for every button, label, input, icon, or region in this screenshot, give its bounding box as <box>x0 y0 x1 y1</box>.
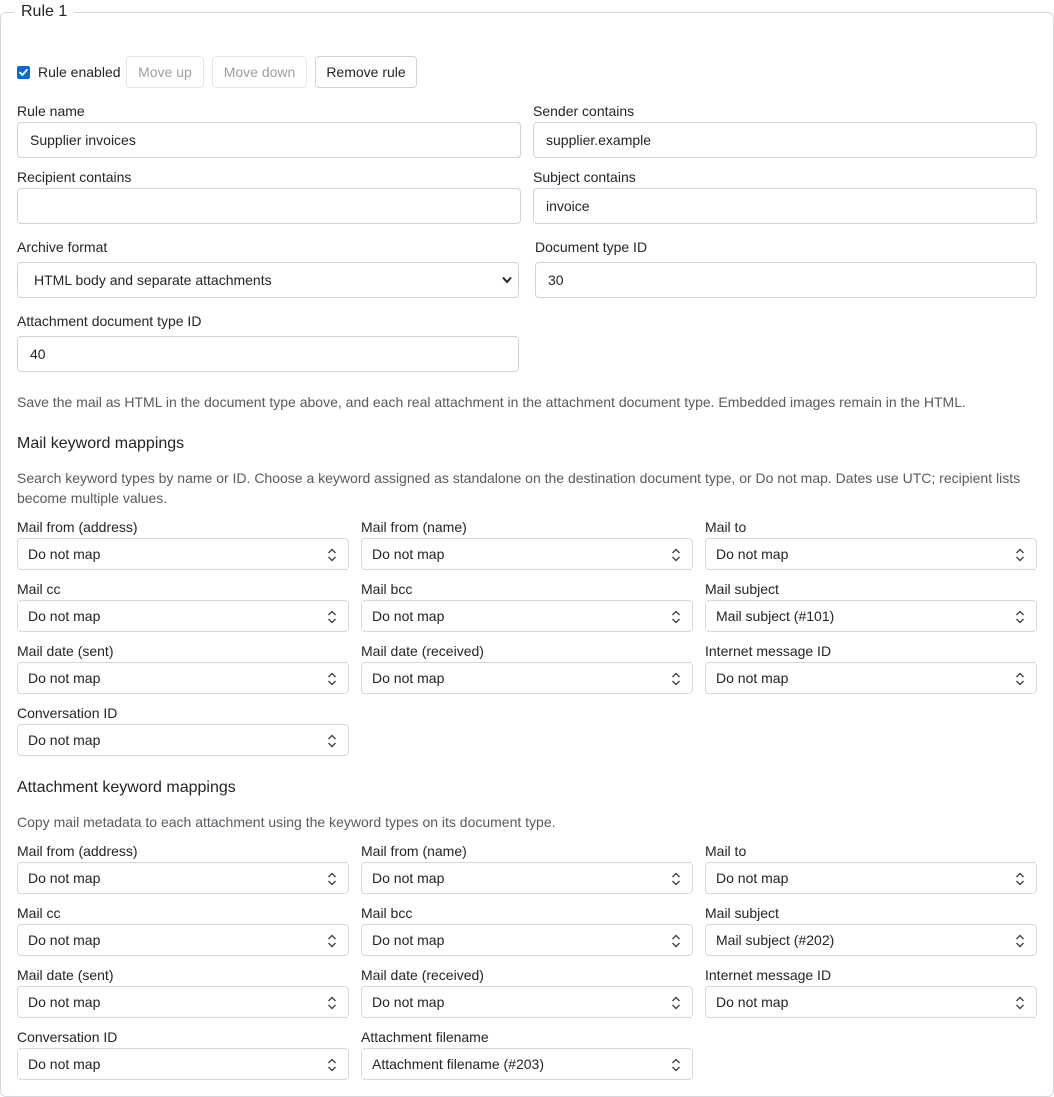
mail-mapping-select[interactable] <box>361 662 693 694</box>
chevron-up-down-icon <box>671 872 681 886</box>
mail-mapping-value: Mail subject (#101) <box>716 608 835 624</box>
mail-mapping-value: Do not map <box>28 732 101 748</box>
attachment-mapping-label: Mail subject <box>705 905 779 921</box>
archive-format-select[interactable] <box>17 262 519 298</box>
mail-mapping-label: Mail to <box>705 519 747 535</box>
attachment-mapping-label: Mail from (address) <box>17 843 138 859</box>
mail-mapping-select[interactable] <box>17 724 349 756</box>
attachment-mapping-value: Do not map <box>28 932 101 948</box>
document-type-id-label: Document type ID <box>535 239 648 255</box>
mail-mapping-value: Do not map <box>372 670 445 686</box>
attachment-mapping-label: Mail date (received) <box>361 967 484 983</box>
attachment-document-type-id-label: Attachment document type ID <box>17 313 202 329</box>
attachment-mapping-value: Do not map <box>716 870 789 886</box>
attachment-mapping-value: Do not map <box>372 994 445 1010</box>
chevron-down-icon <box>502 276 512 284</box>
attachment-mapping-select[interactable] <box>17 862 349 894</box>
move-down-button[interactable]: Move down <box>212 56 307 88</box>
archive-format-value: HTML body and separate attachments <box>34 272 272 288</box>
attachment-mapping-select[interactable] <box>705 862 1037 894</box>
move-up-button[interactable]: Move up <box>126 56 204 88</box>
chevron-up-down-icon <box>671 934 681 948</box>
chevron-up-down-icon <box>327 734 337 748</box>
attachment-mapping-value: Attachment filename (#203) <box>372 1056 544 1072</box>
mail-mapping-select[interactable] <box>361 600 693 632</box>
attachment-mapping-select[interactable] <box>705 986 1037 1018</box>
attachment-mappings-help: Copy mail metadata to each attachment using the keyword types on its document type. <box>17 814 556 830</box>
chevron-up-down-icon <box>1015 996 1025 1010</box>
attachment-mapping-select[interactable] <box>361 986 693 1018</box>
mail-mapping-label: Mail cc <box>17 581 61 597</box>
mail-mapping-label: Mail from (address) <box>17 519 138 535</box>
mail-mapping-select[interactable] <box>17 662 349 694</box>
chevron-up-down-icon <box>671 672 681 686</box>
attachment-mapping-value: Mail subject (#202) <box>716 932 835 948</box>
sender-contains-input[interactable]: supplier.example <box>533 122 1037 158</box>
archive-format-help: Save the mail as HTML in the document type above, and each real attachment in the attachment document type. Embedded images remain in the HTML. <box>17 394 966 410</box>
attachment-mapping-label: Mail bcc <box>361 905 413 921</box>
attachment-mapping-value: Do not map <box>28 870 101 886</box>
chevron-up-down-icon <box>327 672 337 686</box>
attachment-mapping-value: Do not map <box>372 932 445 948</box>
attachment-mapping-label: Mail date (sent) <box>17 967 114 983</box>
attachment-mapping-select[interactable] <box>361 924 693 956</box>
chevron-up-down-icon <box>671 610 681 624</box>
mail-mapping-value: Do not map <box>28 608 101 624</box>
subject-contains-input[interactable]: invoice <box>533 188 1037 224</box>
attachment-mapping-label: Mail cc <box>17 905 61 921</box>
mail-mapping-value: Do not map <box>716 546 789 562</box>
mail-mapping-value: Do not map <box>372 608 445 624</box>
mail-mapping-value: Do not map <box>372 546 445 562</box>
recipient-contains-label: Recipient contains <box>17 169 132 185</box>
chevron-up-down-icon <box>671 548 681 562</box>
attachment-mapping-select[interactable] <box>17 986 349 1018</box>
mail-mapping-label: Conversation ID <box>17 705 118 721</box>
chevron-up-down-icon <box>327 934 337 948</box>
archive-format-label: Archive format <box>17 239 108 255</box>
attachment-mapping-value: Do not map <box>716 994 789 1010</box>
chevron-up-down-icon <box>327 610 337 624</box>
mail-mapping-select[interactable] <box>705 600 1037 632</box>
attachment-mapping-label: Internet message ID <box>705 967 832 983</box>
chevron-up-down-icon <box>327 996 337 1010</box>
attachment-mapping-value: Do not map <box>28 1056 101 1072</box>
rule-name-input[interactable]: Supplier invoices <box>17 122 521 158</box>
mail-mapping-label: Mail date (sent) <box>17 643 114 659</box>
attachment-mapping-value: Do not map <box>28 994 101 1010</box>
chevron-up-down-icon <box>327 548 337 562</box>
mail-mapping-value: Do not map <box>28 546 101 562</box>
attachment-mapping-value: Do not map <box>372 870 445 886</box>
attachment-mappings-title: Attachment keyword mappings <box>17 779 236 796</box>
attachment-mapping-select[interactable] <box>17 1048 349 1080</box>
attachment-mapping-select[interactable] <box>361 862 693 894</box>
rule-legend: Rule 1 <box>14 3 74 21</box>
mail-mapping-label: Mail bcc <box>361 581 413 597</box>
chevron-up-down-icon <box>1015 934 1025 948</box>
attachment-mapping-label: Conversation ID <box>17 1029 118 1045</box>
mail-mapping-select[interactable] <box>17 600 349 632</box>
chevron-up-down-icon <box>1015 610 1025 624</box>
sender-contains-label: Sender contains <box>533 103 635 119</box>
document-type-id-input[interactable]: 30 <box>535 262 1037 298</box>
attachment-mapping-label: Mail to <box>705 843 747 859</box>
mail-mapping-select[interactable] <box>17 538 349 570</box>
mail-mapping-value: Do not map <box>716 670 789 686</box>
attachment-mapping-select[interactable] <box>17 924 349 956</box>
rule-enabled-checkbox[interactable] <box>17 66 30 79</box>
attachment-mapping-select[interactable] <box>361 1048 693 1080</box>
recipient-contains-input[interactable] <box>17 188 521 224</box>
chevron-up-down-icon <box>1015 672 1025 686</box>
chevron-up-down-icon <box>671 996 681 1010</box>
mail-mapping-label: Mail from (name) <box>361 519 467 535</box>
attachment-mapping-label: Attachment filename <box>361 1029 489 1045</box>
mail-mapping-label: Mail subject <box>705 581 779 597</box>
mail-mapping-value: Do not map <box>28 670 101 686</box>
mail-mapping-select[interactable] <box>361 538 693 570</box>
mail-mapping-label: Internet message ID <box>705 643 832 659</box>
checkmark-icon <box>18 67 29 78</box>
mail-mappings-title: Mail keyword mappings <box>17 435 185 452</box>
mail-mapping-select[interactable] <box>705 538 1037 570</box>
chevron-up-down-icon <box>671 1058 681 1072</box>
mail-mapping-select[interactable] <box>705 662 1037 694</box>
attachment-mapping-label: Mail from (name) <box>361 843 467 859</box>
mail-mapping-label: Mail date (received) <box>361 643 484 659</box>
attachment-mapping-select[interactable] <box>705 924 1037 956</box>
rule-name-label: Rule name <box>17 103 85 119</box>
mail-mappings-help: Search keyword types by name or ID. Choose a keyword assigned as standalone on the destination document type, or Do not map. Dates use UTC; recipient lists become multiple values. <box>17 470 1021 506</box>
chevron-up-down-icon <box>1015 872 1025 886</box>
subject-contains-label: Subject contains <box>533 169 636 185</box>
chevron-up-down-icon <box>327 1058 337 1072</box>
chevron-up-down-icon <box>327 872 337 886</box>
remove-rule-button[interactable]: Remove rule <box>315 56 417 88</box>
chevron-up-down-icon <box>1015 548 1025 562</box>
attachment-document-type-id-input[interactable]: 40 <box>17 336 519 372</box>
rule-enabled-label[interactable]: Rule enabled <box>38 64 121 80</box>
